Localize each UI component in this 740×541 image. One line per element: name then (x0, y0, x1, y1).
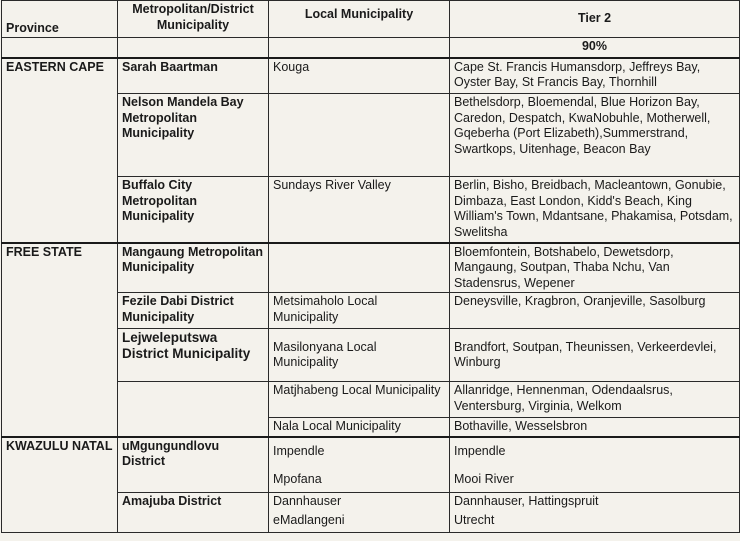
header-tier: Tier 2 (450, 1, 740, 38)
metro-cell: Buffalo City Metropolitan Municipality (118, 177, 269, 243)
province-cell: KWAZULU NATAL (2, 437, 118, 533)
table-row (2, 243, 740, 293)
metro-cell: Nelson Mandela Bay Metropolitan Municipality (118, 94, 269, 177)
municipality-table (1, 0, 740, 533)
table-row (2, 437, 740, 493)
table-row (2, 58, 740, 94)
local-cell: Matjhabeng Local Municipality (269, 382, 450, 418)
tier-cell: Berlin, Bisho, Breidbach, Macleantown, Gonubie, Dimbaza, East London, Kidd's Beach, King William's Town, Mdantsane, Phakamisa, Potsdam, Swelitsha (450, 177, 740, 243)
tier-cell: Brandfort, Soutpan, Theunissen, Verkeerdevlei, Winburg (450, 329, 740, 382)
local-name: Dannhauser (273, 494, 342, 508)
tier-cell (450, 493, 740, 533)
tier-towns: Mooi River (454, 472, 514, 486)
local-cell: Masilonyana Local Municipality (269, 329, 450, 382)
header-local: Local Municipality (269, 1, 450, 38)
local-name: Mpofana (273, 472, 322, 486)
tier-cell: Deneysville, Kragbron, Oranjeville, Sasolburg (450, 293, 740, 329)
header-tier-percent: 90% (450, 38, 740, 58)
tier-towns: Utrecht (454, 512, 495, 527)
tier-cell: Bothaville, Wesselsbron (450, 418, 740, 437)
metro-cell: Fezile Dabi District Municipality (118, 293, 269, 329)
local-cell: Nala Local Municipality (269, 418, 450, 437)
tier-towns: Impendle (454, 443, 506, 458)
local-cell: Sundays River Valley (269, 177, 450, 243)
tier-cell: Bethelsdorp, Bloemendal, Blue Horizon Bay, Caredon, Despatch, KwaNobuhle, Motherwell, Gqeberha (Port Elizabeth),Summerstrand, Swartkops, Uitenhage, Beacon Bay (450, 94, 740, 177)
metro-cell-empty (118, 382, 269, 437)
tier-cell (450, 437, 740, 493)
local-cell (269, 94, 450, 177)
local-cell: Kouga (269, 58, 450, 94)
tier-towns: Dannhauser, Hattingspruit (454, 494, 599, 508)
tier-cell: Cape St. Francis Humansdorp, Jeffreys Bay, Oyster Bay, St Francis Bay, Thornhill (450, 58, 740, 94)
metro-cell: Lejweleputswa District Municipality (118, 329, 269, 382)
metro-cell: Amajuba District (118, 493, 269, 533)
local-cell (269, 437, 450, 493)
tier-cell: Bloemfontein, Botshabelo, Dewetsdorp, Mangaung, Soutpan, Thaba Nchu, Van Stadensrus, Wepener (450, 243, 740, 293)
province-cell: EASTERN CAPE (2, 58, 118, 243)
metro-cell: uMgungundlovu District (118, 437, 269, 493)
local-name: Impendle (273, 443, 325, 458)
header-metro: Metropolitan/District Municipality (118, 1, 269, 38)
local-cell (269, 243, 450, 293)
province-cell: FREE STATE (2, 243, 118, 437)
metro-cell: Mangaung Metropolitan Municipality (118, 243, 269, 293)
header-province: Province (2, 1, 118, 38)
local-cell: Metsimaholo Local Municipality (269, 293, 450, 329)
tier-cell: Allanridge, Hennenman, Odendaalsrus, Ventersburg, Virginia, Welkom (450, 382, 740, 418)
local-cell (269, 493, 450, 533)
metro-cell: Sarah Baartman (118, 58, 269, 94)
local-name: eMadlangeni (273, 512, 345, 527)
